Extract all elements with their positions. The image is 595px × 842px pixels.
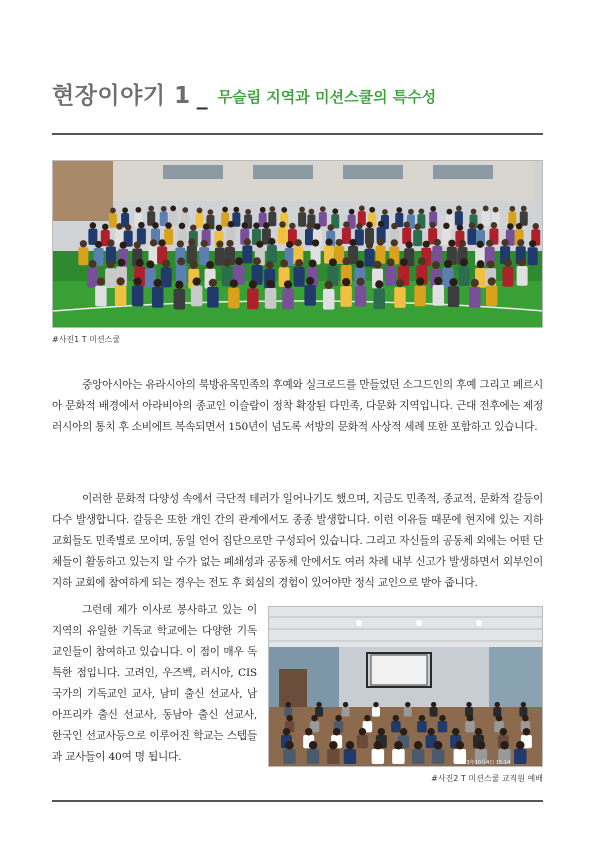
photo1-caption: #사진1 T 미션스쿨	[52, 335, 121, 344]
person-head	[517, 239, 524, 246]
person-figure	[298, 212, 306, 226]
person-head	[518, 258, 526, 266]
title-separator: _	[196, 85, 208, 110]
page-subtitle: 무슬림 지역과 미션스쿨의 특수성	[217, 88, 437, 106]
person-figure	[355, 286, 367, 307]
person-figure	[448, 286, 460, 307]
person-head	[377, 238, 384, 245]
person-figure	[278, 228, 287, 244]
person-head	[396, 279, 404, 287]
audience-figure	[412, 749, 425, 764]
audience-figure	[417, 721, 427, 732]
page-title: 현장이야기 1	[52, 83, 191, 109]
audience-figure	[344, 749, 357, 764]
person-head	[483, 206, 489, 212]
audience-figure	[327, 749, 340, 764]
person-head	[286, 241, 293, 248]
person-figure	[455, 211, 463, 225]
person-head	[242, 222, 248, 228]
person-head	[533, 223, 539, 229]
audience-head	[521, 702, 526, 707]
person-head	[190, 261, 198, 269]
audience-head	[311, 715, 317, 721]
person-head	[279, 221, 285, 227]
person-head	[325, 238, 332, 245]
person-head	[188, 239, 195, 246]
audience-head	[495, 702, 500, 707]
audience-head	[419, 715, 425, 721]
person-head	[148, 206, 154, 212]
person-figure	[78, 247, 88, 265]
audience-figure	[465, 721, 475, 732]
person-head	[432, 261, 440, 269]
person-figure	[207, 287, 219, 308]
person-head	[90, 222, 96, 228]
person-head	[444, 260, 452, 268]
audience-figure	[438, 721, 448, 732]
person-head	[122, 207, 128, 213]
audience-head	[285, 702, 290, 707]
person-head	[521, 206, 527, 212]
person-head	[228, 221, 234, 227]
person-head	[387, 258, 395, 266]
person-figure	[319, 212, 327, 226]
person-head	[120, 242, 127, 249]
person-figure	[109, 213, 117, 227]
person-head	[95, 241, 102, 248]
person-head	[110, 208, 116, 214]
person-head	[159, 239, 166, 246]
person-head	[418, 208, 424, 214]
person-head	[309, 259, 317, 267]
person-head	[491, 222, 497, 228]
person-head	[154, 279, 162, 287]
audience-head	[359, 728, 366, 735]
paragraph-3: 그런데 제가 이사로 봉사하고 있는 이 지역의 유일한 기독교 학교에는 다양한 기독교인들이 참여하고 있습니다. 이 점이 매우 독특한 점입니다. 고려인, 우즈벡, 러시아, CIS국가의 기독교인 교사, 남미 출신 선교사, 남아프리카 출신 선교사, 동남아 출신 선교사, 한국인 선교사등으로 이루어진 학교는 스텝들과 교사들이 40여 명 됩니다.	[52, 604, 257, 763]
person-head	[391, 223, 397, 229]
person-figure	[385, 266, 396, 286]
group-photo-illustration	[53, 161, 543, 328]
audience-figure	[315, 707, 323, 717]
person-figure	[517, 266, 528, 286]
person-figure	[191, 286, 203, 307]
person-head	[134, 241, 141, 248]
person-figure	[268, 212, 276, 226]
person-head	[136, 207, 142, 213]
audience-figure	[514, 749, 527, 764]
paragraph-1: 중앙아시아는 유라시아의 북방유목민족의 후예와 실크로드를 만들었던 소그드인의 후예 그리고 페르시아 문화적 배경에서 아라비아의 종교인 이슬람이 정착 확장된 다민족, 다문화 지역입니다. 근대 전후에는 제정 러시아의 통치 후 소비에트 복속되면서 150년이 넘도록 서방의 문화적 사상적 세례 또한 포함하고 있습니다.	[52, 379, 543, 433]
audience-head	[316, 702, 321, 707]
person-head	[299, 207, 305, 213]
person-head	[375, 280, 383, 288]
person-head	[418, 257, 426, 265]
person-head	[165, 222, 171, 228]
audience-head	[373, 702, 378, 707]
audience-figure	[430, 707, 438, 717]
person-head	[374, 261, 382, 269]
audience-figure	[342, 707, 350, 717]
person-figure	[374, 288, 386, 309]
bottom-divider	[52, 800, 543, 802]
person-head	[226, 240, 233, 247]
person-figure	[132, 286, 144, 307]
person-head	[177, 240, 184, 247]
person-head	[203, 223, 209, 229]
person-head	[336, 239, 343, 246]
audience-figure	[404, 707, 412, 717]
audience-head	[305, 728, 312, 735]
person-head	[342, 257, 350, 265]
person-head	[201, 240, 208, 247]
audience-head	[394, 741, 403, 750]
person-figure	[265, 288, 277, 309]
audience-head	[333, 728, 340, 735]
person-figure	[433, 285, 445, 306]
person-head	[266, 280, 274, 288]
audience-figure	[432, 749, 445, 764]
person-figure	[394, 287, 406, 308]
person-head	[309, 209, 315, 215]
person-figure	[247, 288, 259, 309]
person-head	[150, 239, 157, 246]
person-figure	[482, 211, 490, 225]
person-figure	[528, 247, 538, 265]
person-figure	[195, 213, 203, 227]
person-head	[125, 224, 131, 230]
audience-figure	[392, 749, 405, 764]
person-head	[487, 260, 495, 268]
audience-head	[522, 715, 528, 721]
person-head	[447, 209, 453, 215]
person-head	[256, 241, 263, 248]
person-head	[408, 209, 414, 215]
person-head	[146, 260, 154, 268]
person-head	[249, 280, 257, 288]
person-head	[366, 222, 372, 228]
photo2-caption: #사진2 T 미션스쿨 교직원 예배	[431, 774, 543, 783]
audience-head	[400, 728, 407, 735]
person-figure	[459, 266, 470, 286]
person-figure	[340, 286, 352, 307]
person-head	[284, 280, 292, 288]
person-figure	[486, 285, 498, 306]
audience-head	[496, 715, 502, 721]
person-head	[208, 209, 214, 215]
audience-head	[343, 702, 348, 707]
audience-figure	[283, 749, 296, 764]
person-head	[471, 209, 477, 215]
person-figure	[502, 267, 513, 287]
person-head	[281, 207, 287, 213]
person-head	[97, 278, 105, 286]
person-head	[423, 241, 430, 248]
person-head	[107, 239, 114, 246]
person-figure	[152, 287, 164, 308]
person-head	[295, 239, 302, 246]
person-head	[314, 223, 320, 229]
person-head	[382, 209, 388, 215]
person-head	[400, 258, 408, 266]
person-head	[529, 240, 536, 247]
photo2-timestamp: 2023年10月4日 15:14	[457, 760, 511, 766]
person-head	[378, 221, 384, 227]
audience-head	[477, 741, 486, 750]
person-head	[175, 281, 183, 289]
person-head	[190, 224, 196, 230]
staff-worship-photo	[268, 606, 543, 767]
person-figure	[342, 228, 351, 244]
person-head	[396, 207, 402, 213]
person-head	[443, 223, 449, 229]
person-head	[269, 206, 275, 212]
person-head	[193, 277, 201, 285]
audience-figure	[372, 749, 385, 764]
audience-head	[285, 741, 294, 750]
audience-head	[500, 728, 507, 735]
person-figure	[115, 285, 127, 306]
person-head	[457, 224, 463, 230]
person-figure	[95, 286, 107, 307]
person-head	[414, 224, 420, 230]
person-head	[488, 277, 496, 285]
audience-figure	[391, 721, 401, 732]
person-head	[349, 239, 356, 246]
person-head	[136, 259, 144, 267]
person-head	[356, 223, 362, 229]
audience-head	[364, 715, 370, 721]
person-head	[306, 277, 314, 285]
person-head	[342, 278, 350, 286]
person-head	[369, 207, 375, 213]
person-head	[197, 208, 203, 214]
person-head	[233, 207, 239, 213]
person-head	[89, 260, 97, 268]
person-head	[253, 222, 259, 228]
person-head	[306, 223, 312, 229]
person-head	[504, 259, 512, 267]
person-head	[289, 223, 295, 229]
person-head	[349, 209, 355, 215]
audience-head	[346, 741, 355, 750]
person-figure	[267, 245, 277, 263]
person-head	[469, 222, 475, 228]
person-head	[516, 223, 522, 229]
person-figure	[242, 245, 252, 263]
person-figure	[467, 229, 476, 245]
person-figure	[414, 286, 426, 307]
person-head	[107, 260, 115, 268]
audience-figure	[307, 749, 320, 764]
audience-head	[393, 715, 399, 721]
person-head	[116, 277, 124, 285]
person-head	[456, 205, 462, 211]
person-head	[332, 208, 338, 214]
person-head	[460, 258, 468, 266]
page-header	[52, 76, 555, 110]
person-head	[209, 279, 217, 287]
person-figure	[228, 288, 240, 309]
person-figure	[365, 249, 375, 267]
person-head	[230, 279, 238, 287]
person-figure	[323, 289, 335, 310]
person-head	[216, 241, 223, 248]
person-head	[260, 207, 266, 213]
person-head	[471, 279, 479, 287]
person-head	[477, 224, 483, 230]
audience-head	[452, 728, 459, 735]
person-head	[509, 206, 515, 212]
audience-head	[335, 715, 341, 721]
person-head	[416, 277, 424, 285]
person-head	[486, 240, 493, 247]
person-head	[118, 259, 126, 267]
person-head	[502, 239, 509, 246]
person-head	[170, 206, 176, 212]
audience-head	[516, 741, 525, 750]
person-head	[138, 222, 144, 228]
person-head	[493, 207, 499, 213]
person-head	[477, 241, 484, 248]
person-head	[245, 209, 251, 215]
person-head	[223, 259, 231, 267]
person-head	[206, 261, 214, 269]
person-head	[312, 239, 319, 246]
person-figure	[282, 288, 294, 309]
audience-head	[467, 715, 473, 721]
person-head	[434, 239, 441, 246]
person-head	[343, 221, 349, 227]
person-head	[366, 242, 373, 249]
person-head	[179, 223, 185, 229]
person-figure	[105, 268, 116, 288]
paragraph-2: 이러한 문화적 다양성 속에서 극단적 테러가 일어나기도 했으며, 지금도 민족적, 종교적, 문화적 갈등이 다수 발생합니다. 갈등은 또한 개인 간의 관계에서도 종종 발생합니다. 이런 이유들 때문에 현지에 있는 지하 교회들도 민족별로 모이며, 동일 언어 집단으로만 구성되어 있습니다. 그리고 자신들의 공동체 외에는 어떤 단체들이 활동하고 있는지 알 수가 없는 폐쇄성과 공동체 안에서도 여러 차례 내부 신고가 발생하면서 외부인이 지하 교회에 참여하게 되는 경우는 전도 후 회심의 경험이 있어야만 정식 교인으로 받아 줍니다.	[52, 493, 543, 589]
person-head	[253, 257, 261, 265]
person-head	[507, 223, 513, 229]
person-head	[406, 241, 413, 248]
staff-worship-illustration	[269, 607, 543, 767]
person-head	[430, 206, 436, 212]
audience-head	[431, 702, 436, 707]
audience-head	[374, 741, 383, 750]
person-head	[177, 258, 185, 266]
person-head	[235, 257, 243, 265]
person-figure	[413, 230, 422, 246]
person-head	[152, 222, 158, 228]
person-head	[244, 238, 251, 245]
person-head	[266, 261, 274, 269]
person-head	[162, 260, 170, 268]
person-figure	[87, 268, 98, 288]
person-head	[477, 260, 485, 268]
top-divider	[52, 133, 543, 135]
person-head	[325, 281, 333, 289]
person-head	[434, 277, 442, 285]
audience-head	[427, 728, 434, 735]
person-head	[329, 258, 337, 266]
audience-figure	[284, 707, 292, 717]
audience-head	[500, 741, 509, 750]
person-figure	[174, 289, 186, 310]
person-head	[391, 239, 398, 246]
person-head	[295, 259, 303, 267]
audience-head	[523, 728, 530, 735]
person-head	[327, 224, 333, 230]
person-head	[429, 222, 435, 228]
audience-head	[414, 741, 423, 750]
person-head	[116, 223, 122, 229]
person-figure	[432, 246, 442, 264]
audience-head	[434, 741, 443, 750]
person-head	[356, 278, 364, 286]
person-head	[459, 240, 466, 247]
person-head	[280, 259, 288, 267]
person-head	[320, 206, 326, 212]
audience-head	[439, 715, 445, 721]
person-head	[80, 240, 87, 247]
person-head	[216, 225, 222, 231]
audience-head	[405, 702, 410, 707]
audience-head	[456, 741, 465, 750]
audience-head	[309, 741, 318, 750]
person-head	[268, 238, 275, 245]
person-head	[133, 277, 141, 285]
person-figure	[469, 287, 481, 308]
person-head	[403, 222, 409, 228]
person-head	[449, 278, 457, 286]
person-head	[448, 240, 455, 247]
person-head	[102, 224, 108, 230]
person-head	[356, 260, 364, 268]
person-head	[263, 222, 269, 228]
person-figure	[187, 246, 197, 264]
person-figure	[304, 285, 316, 306]
person-head	[161, 206, 167, 212]
person-head	[182, 207, 188, 213]
audience-head	[283, 728, 290, 735]
person-figure	[161, 268, 172, 288]
audience-figure	[372, 707, 380, 717]
person-figure	[294, 267, 305, 287]
person-head	[222, 207, 228, 213]
audience-head	[286, 715, 292, 721]
audience-head	[329, 741, 338, 750]
audience-figure	[357, 735, 368, 748]
audience-head	[475, 728, 482, 735]
person-head	[359, 205, 365, 211]
audience-head	[466, 702, 471, 707]
audience-head	[378, 728, 385, 735]
group-photo	[52, 160, 543, 328]
